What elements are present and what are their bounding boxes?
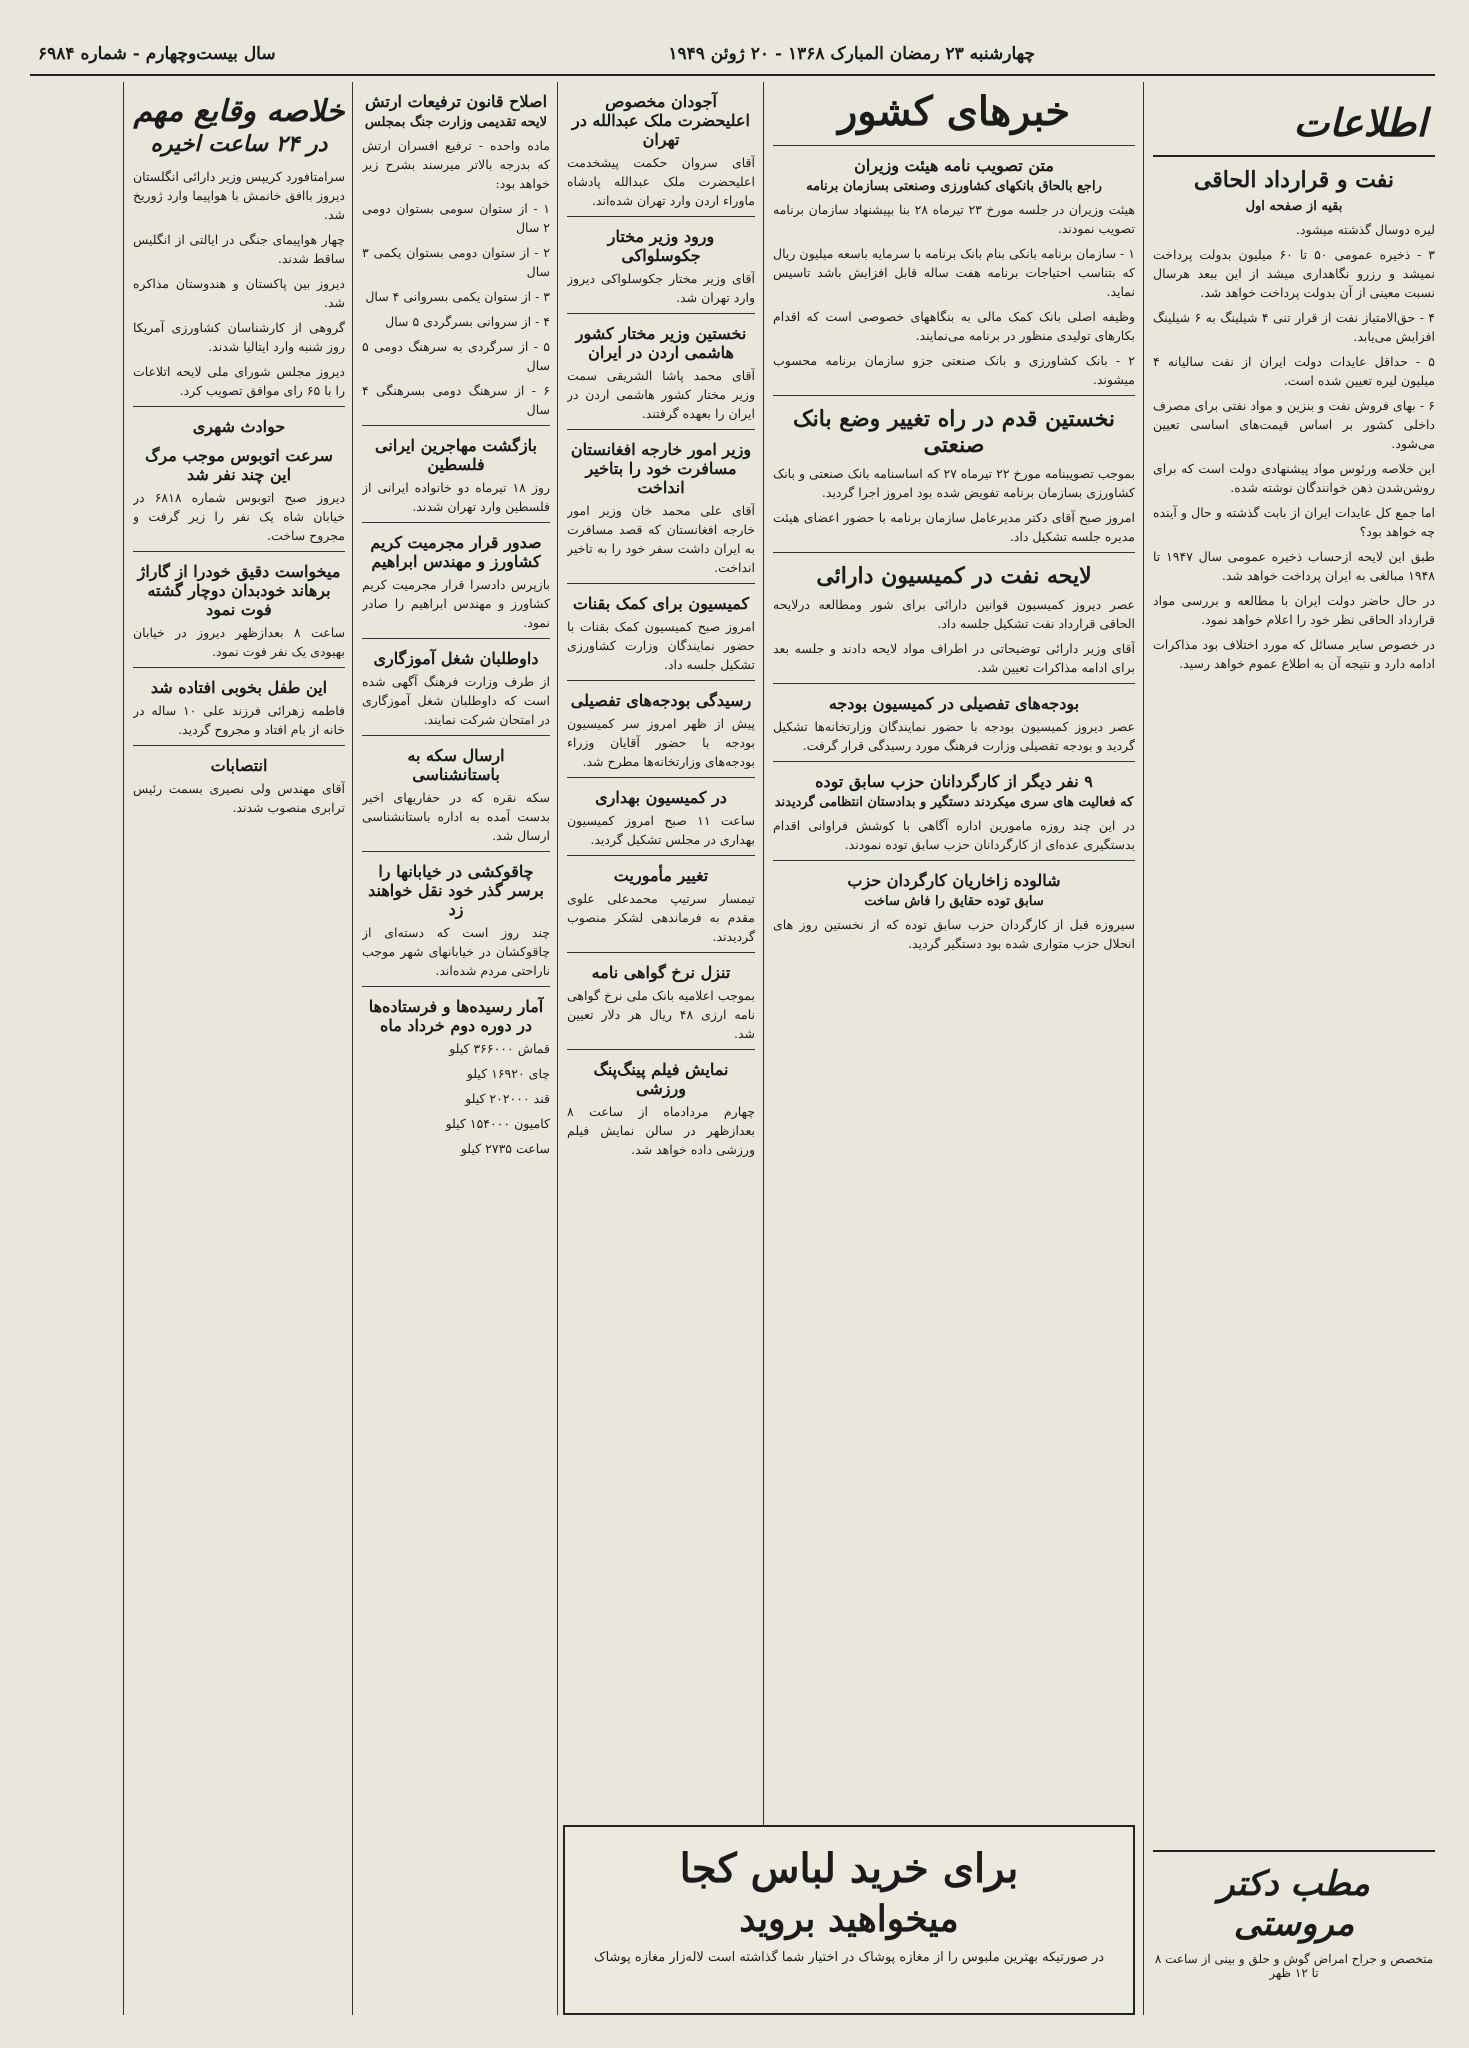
issue-date: چهارشنبه ۲۳ رمضان المبارک ۱۳۶۸ - ۲۰ ژوئن ۱۹۴۹ xyxy=(668,44,1035,64)
paragraph: آقای وزیر دارائی توضیحاتی در اطراف مواد لایحه دادند و جلسه بعد برای ادامه مذاکرات تعیین شد. xyxy=(773,641,1135,675)
item-title: سرعت اتوبوس موجب مرگ این چند نفر شد xyxy=(145,446,333,484)
column-short-news-a xyxy=(567,82,755,1815)
paragraph: هیئت وزیران در جلسه مورخ ۲۳ تیرماه ۲۸ بنا بپیشنهاد سازمان برنامه تصویب نمودند. xyxy=(773,202,1135,236)
divider xyxy=(133,745,345,746)
item-title: داوطلبان شغل آموزگاری xyxy=(373,649,539,668)
paragraph: در حال حاضر دولت ایران با مطالعه و بررسی مواد قرارداد الحاقی نظر خود را اعلام خواهد نمود. xyxy=(1153,593,1435,627)
masthead: اطلاعات xyxy=(1153,82,1435,157)
paragraph: آقای علی محمد خان وزیر امور خارجه افغانستان که قصد مسافرت به ایران داشت سفر خود را به تاخیر انداخت. xyxy=(567,503,755,575)
paragraph: امروز صبح کمیسیون کمک بقنات با حضور نمایندگان وزارت کشاورزی تشکیل جلسه داد. xyxy=(567,619,755,672)
item-title: ورود وزیر مختار جکوسلواکی xyxy=(607,227,715,265)
paragraph: در این چند روزه مامورین اداره آگاهی با کوشش فراوانی اقدام بدستگیری عده‌ای از کارگردانان حزب سابق توده نمودند. xyxy=(773,818,1135,852)
item-title: آجودان مخصوص اعلیحضرت ملک عبدالله در تهران xyxy=(572,92,750,149)
stat-line: کامیون ۱۵۴۰۰۰ کیلو xyxy=(445,1116,550,1131)
divider xyxy=(362,986,550,987)
paragraph: در خصوص سایر مسائل که مورد اختلاف بود مذاکرات ادامه دارد و نتیجه آن به اطلاع عموم خواهد رسید. xyxy=(1153,637,1435,671)
paragraph: ۵ - حداقل عایدات دولت ایران از نفت سالیانه ۴ میلیون لیره تعیین شده است. xyxy=(1153,354,1435,388)
divider xyxy=(773,683,1135,684)
paragraph: چند روز است که دسته‌ای از چاقوکشان در خیابانهای شهر موجب ناراحتی مردم شده‌اند. xyxy=(362,925,550,978)
newspaper-page xyxy=(30,30,1435,2015)
headline-domestic-news: خبرهای کشور xyxy=(837,88,1071,135)
item-title: چاقوکشی در خیابانها را برسر گذر خود نقل خواهند زد xyxy=(368,862,544,919)
paragraph: این خلاصه ورئوس مواد پیشنهادی دولت است که برای روشن‌شدن ذهن خوانندگان نوشته شده. xyxy=(1153,461,1435,495)
list-item: ۴ - از سروانی بسرگردی ۵ سال xyxy=(385,314,550,329)
item-title: رسیدگی بودجه‌های تفصیلی xyxy=(570,691,752,710)
divider xyxy=(133,406,345,407)
paragraph: بموجب تصویبنامه مورخ ۲۲ تیرماه ۲۷ که اساسنامه بانک صنعتی و بانک کشاورزی بسازمان برنامه تفویض شده بود امروز اجرا گردید. xyxy=(773,466,1135,500)
list-item: ۱ - از ستوان سومی بستوان دومی ۲ سال xyxy=(362,201,550,235)
clinic-info: متخصص و جراح امراض گوش و حلق و بینی از ساعت ۸ تا ۱۲ ظهر xyxy=(1154,1952,1434,1980)
section-title: حوادث شهری xyxy=(192,417,286,436)
paragraph: ۳ - ذخیره عمومی ۵۰ تا ۶۰ میلیون بدولت پرداخت نمیشد و رزرو نگاهداری میشد از این ببعد هرسال نسبت معینی از آن بدولت پرداخت خواهد شد. xyxy=(1153,247,1435,300)
item-title: ارسال سکه به باستانشناسی xyxy=(407,746,505,784)
item-title: این طفل بخوبی افتاده شد xyxy=(150,678,328,697)
column-domestic-news xyxy=(773,82,1135,1815)
divider xyxy=(362,522,550,523)
item-title: در کمیسیون بهداری xyxy=(595,788,727,807)
stat-line: چای ۱۶۹۲۰ کیلو xyxy=(466,1066,550,1081)
paragraph: لیره دوسال گذشته میشود. xyxy=(1296,222,1435,237)
column-digest xyxy=(133,82,345,2015)
column-oil-agreement xyxy=(1153,82,1435,2015)
story-title: نخستین قدم در راه تغییر وضع بانک صنعتی xyxy=(792,406,1116,458)
paragraph: آقای محمد پاشا الشریقی سمت وزیر مختار کشور هاشمی اردن در ایران را بعهده گرفتند. xyxy=(567,368,755,421)
item-title: اصلاح قانون ترفیعات ارتش xyxy=(364,92,548,111)
paragraph: پیش از ظهر امروز سر کمیسیون بودجه با حضور آقایان وزراء بودجه‌های وزارتخانه‌ها مطرح شد. xyxy=(567,716,755,769)
item-title: آمار رسیده‌ها و فرستاده‌ها در دوره دوم خرداد ماه xyxy=(368,997,544,1035)
divider xyxy=(362,735,550,736)
paragraph: عصر دیروز کمیسیون بودجه با حضور نمایندگان وزارتخانه‌ها تشکیل گردید و بودجه تفصیلی وزارت فرهنگ مورد رسیدگی قرار گرفت. xyxy=(773,719,1135,753)
digest-item: گروهی از کارشناسان کشاورزی آمریکا روز شنبه وارد ایتالیا شدند. xyxy=(133,320,345,354)
paragraph: فاطمه زهرائی فرزند علی ۱۰ ساله در خانه از بام افتاد و مجروح گردید. xyxy=(133,703,345,737)
ad-headline-2: میخواهید بروید xyxy=(739,1898,959,1940)
paragraph: دیروز صبح اتوبوس شماره ۶۸۱۸ در خیابان شاه یک نفر را زیر گرفت و مجروح ساخت. xyxy=(133,490,345,543)
stat-line: قند ۲۰۲۰۰۰ کیلو xyxy=(465,1091,550,1106)
item-title: تغییر مأموریت xyxy=(613,866,709,885)
paragraph: اما جمع کل عایدات ایران از بابت گذشته و حال و آینده چه خواهد بود؟ xyxy=(1153,505,1435,539)
divider xyxy=(567,313,755,314)
list-item: ۵ - از سرگردی به سرهنگ دومی ۵ سال xyxy=(362,339,550,373)
divider xyxy=(567,429,755,430)
paragraph: ماده واحده - ترفیع افسران ارتش که بدرجه بالاتر میرسند بشرح زیر خواهد بود: xyxy=(362,138,550,191)
divider xyxy=(133,551,345,552)
paragraph: ساعت ۸ بعدازظهر دیروز در خیابان بهبودی یک نفر فوت نمود. xyxy=(133,625,345,659)
clinic-name: مطب دکتر مروستی xyxy=(1218,1864,1370,1944)
story-subtitle: سابق توده حقایق را فاش ساخت xyxy=(864,894,1044,909)
paragraph: چهارم مردادماه از ساعت ۸ بعدازظهر در سالن نمایش فیلم ورزشی داده خواهد شد. xyxy=(567,1104,755,1157)
clothing-advertisement xyxy=(563,1825,1135,2015)
paragraph: بازپرس دادسرا قرار مجرمیت کریم کشاورز و مهندس ابراهیم را صادر نمود. xyxy=(362,577,550,630)
story-title: متن تصویب نامه هیئت وزیران xyxy=(854,156,1054,175)
divider xyxy=(567,855,755,856)
column-rule xyxy=(763,82,764,2015)
paragraph: وظیفه اصلی بانک کمک مالی به بنگاههای خصوصی است که اقدام بکارهای تولیدی منظور در برنامه می‌نمایند. xyxy=(773,309,1135,343)
paragraph: ۶ - بهای فروش نفت و بنزین و مواد نفتی برای مصرف داخلی کشور بر اساس قیمت‌های اساسی تعیین می‌شود. xyxy=(1153,398,1435,451)
continued-note: بقیه از صفحه اول xyxy=(1245,199,1343,214)
running-head xyxy=(30,30,1435,76)
item-title: میخواست دقیق خودرا از گاراژ برهاند خودبدان دوچار گشته فوت نمود xyxy=(137,562,341,619)
paragraph: روز ۱۸ تیرماه دو خانواده ایرانی از فلسطین وارد تهران شدند. xyxy=(362,480,550,514)
ad-headline: برای خرید لباس کجا xyxy=(679,1845,1019,1892)
divider xyxy=(773,395,1135,396)
paragraph: امروز صبح آقای دکتر مدیرعامل سازمان برنامه با حضور اعضای هیئت مدیره جلسه تشکیل داد. xyxy=(773,510,1135,544)
stat-line: ساعت ۲۷۳۵ کیلو xyxy=(460,1141,550,1156)
paragraph: ۱ - سازمان برنامه بانکی بنام بانک برنامه با سرمایه باسعه میلیون ریال که بتناسب احتیاجات برنامه هفت ساله قابل افزایش باشد تاسیس نماید. xyxy=(773,246,1135,299)
column-rule xyxy=(557,82,558,2015)
paragraph: ۲ - بانک کشاورزی و بانک صنعتی جزو سازمان برنامه محسوب میشوند. xyxy=(773,353,1135,387)
paragraph: سکه نقره که در حفاریهای اخیر بدست آمده به اداره باستانشناسی ارسال شد. xyxy=(362,790,550,843)
paragraph: ساعت ۱۱ صبح امروز کمیسیون بهداری در مجلس تشکیل گردید. xyxy=(567,813,755,847)
story-title: لایحه نفت در کمیسیون دارائی xyxy=(816,563,1092,589)
divider xyxy=(133,667,345,668)
column-rule xyxy=(1143,82,1144,2015)
divider xyxy=(362,425,550,426)
item-subtitle: لایحه تقدیمی وزارت جنگ بمجلس xyxy=(364,115,548,130)
paragraph: آقای مهندس ولی نصیری بسمت رئیس ترابری منصوب شدند. xyxy=(133,781,345,815)
divider xyxy=(362,851,550,852)
digest-title: خلاصه وقایع مهم xyxy=(133,94,345,129)
digest-item: سرامتافورد کریپس وزیر دارائی انگلستان دیروز باافق خانمش با هواپیما وارد ژوریخ شد. xyxy=(133,169,345,222)
digest-item: دیروز بین پاکستان و هندوستان مذاکره شد. xyxy=(133,276,345,310)
story-subtitle: راجع بالحاق بانکهای کشاورزی وصنعتی بسازمان برنامه xyxy=(806,179,1102,194)
divider xyxy=(567,680,755,681)
divider xyxy=(567,216,755,217)
stat-line: قماش ۳۶۶۰۰۰ کیلو xyxy=(449,1041,550,1056)
divider xyxy=(567,777,755,778)
divider xyxy=(567,1049,755,1050)
divider xyxy=(773,761,1135,762)
paragraph: بموجب اعلامیه بانک ملی نرخ گواهی نامه ارزی ۴۸ ریال هر دلار تعیین شد. xyxy=(567,988,755,1041)
column-rule xyxy=(352,82,353,2015)
issue-number: سال بیست‌وچهارم - شماره ۶۹۸۴ xyxy=(38,44,276,64)
digest-subtitle: در ۲۴ ساعت اخیره xyxy=(150,131,328,157)
section-title: انتصابات xyxy=(210,756,268,775)
item-title: تنزل نرخ گواهی نامه xyxy=(591,963,731,982)
paragraph: آقای وزیر مختار جکوسلواکی دیروز وارد تهران شد. xyxy=(567,271,755,305)
digest-item: دیروز مجلس شورای ملی لایحه اتلاعات را با ۶۵ رای موافق تصویب کرد. xyxy=(133,364,345,398)
item-title: نمایش فیلم پینگ‌پنگ ورزشی xyxy=(593,1060,729,1098)
story-title: شالوده زاخاریان کارگردان حزب xyxy=(847,871,1061,890)
paragraph: ۴ - حق‌الامتیاز نفت از قرار تنی ۴ شیلینگ به ۶ شیلینگ افزایش می‌یابد. xyxy=(1153,310,1435,344)
paragraph: طبق این لایحه ازحساب ذخیره عمومی سال ۱۹۴۷ تا ۱۹۴۸ مبالغی به ایران پرداخت خواهد شد. xyxy=(1153,549,1435,583)
story-title: ۹ نفر دیگر از کارگردانان حزب سابق توده xyxy=(815,772,1093,791)
item-title: نخستین وزیر مختار کشور هاشمی اردن در ایران xyxy=(575,324,747,362)
headline-oil: نفت و قرارداد الحاقی xyxy=(1193,167,1395,193)
item-title: صدور قرار مجرمیت کریم کشاورز و مهندس ابراهیم xyxy=(370,533,542,571)
ad-body: در صورتیکه بهترین ملبوس را از مغازه پوشاک در اختیار شما گذاشته است لاله‌زار مغازه پوشاک xyxy=(593,1950,1105,1965)
list-item: ۳ - از ستوان یکمی بسروانی ۴ سال xyxy=(365,289,550,304)
item-title: کمیسیون برای کمک بقنات xyxy=(572,594,750,613)
column-short-news-b xyxy=(362,82,550,2015)
paragraph: عصر دیروز کمیسیون قوانین دارائی برای شور ومطالعه درلایحه الحاقی قرارداد نفت تشکیل جلسه داد. xyxy=(773,597,1135,631)
paragraph: تیمسار سرتیپ محمدعلی علوی مقدم به فرماندهی لشکر منصوب گردیدند. xyxy=(567,891,755,944)
divider xyxy=(773,860,1135,861)
item-title: بازگشت مهاجرین ایرانی فلسطین xyxy=(375,436,537,474)
divider xyxy=(567,583,755,584)
paragraph: آقای سروان حکمت پیشخدمت اعلیحضرت ملک عبدالله پادشاه ماوراء اردن وارد تهران شده‌اند. xyxy=(567,155,755,208)
paragraph: از طرف وزارت فرهنگ آگهی شده است که داوطلبان شغل آموزگاری در امتحان شرکت نمایند. xyxy=(362,674,550,727)
story-subtitle: که فعالیت های سری میکردند دستگیر و بدادستان انتظامی گردیدند xyxy=(774,795,1134,810)
story-title: بودجه‌های تفصیلی در کمیسیون بودجه xyxy=(828,694,1080,713)
divider xyxy=(773,552,1135,553)
divider xyxy=(567,952,755,953)
item-title: وزیر امور خارجه افغانستان مسافرت خود را بتاخیر انداخت xyxy=(570,440,752,497)
column-rule xyxy=(123,82,124,2015)
list-item: ۶ - از سرهنگ دومی بسرهنگی ۴ سال xyxy=(362,383,550,417)
divider xyxy=(773,145,1135,146)
divider xyxy=(362,638,550,639)
clinic-advertisement xyxy=(1153,1850,1435,2015)
paragraph: سیروزه قبل از کارگردان حزب سابق توده که از نخستین روز های انحلال حزب متواری شده بود دستگیر گردید. xyxy=(773,917,1135,951)
list-item: ۲ - از ستوان دومی بستوان یکمی ۳ سال xyxy=(362,245,550,279)
digest-item: چهار هواپیمای جنگی در ایالتی از انگلیس ساقط شدند. xyxy=(133,232,345,266)
